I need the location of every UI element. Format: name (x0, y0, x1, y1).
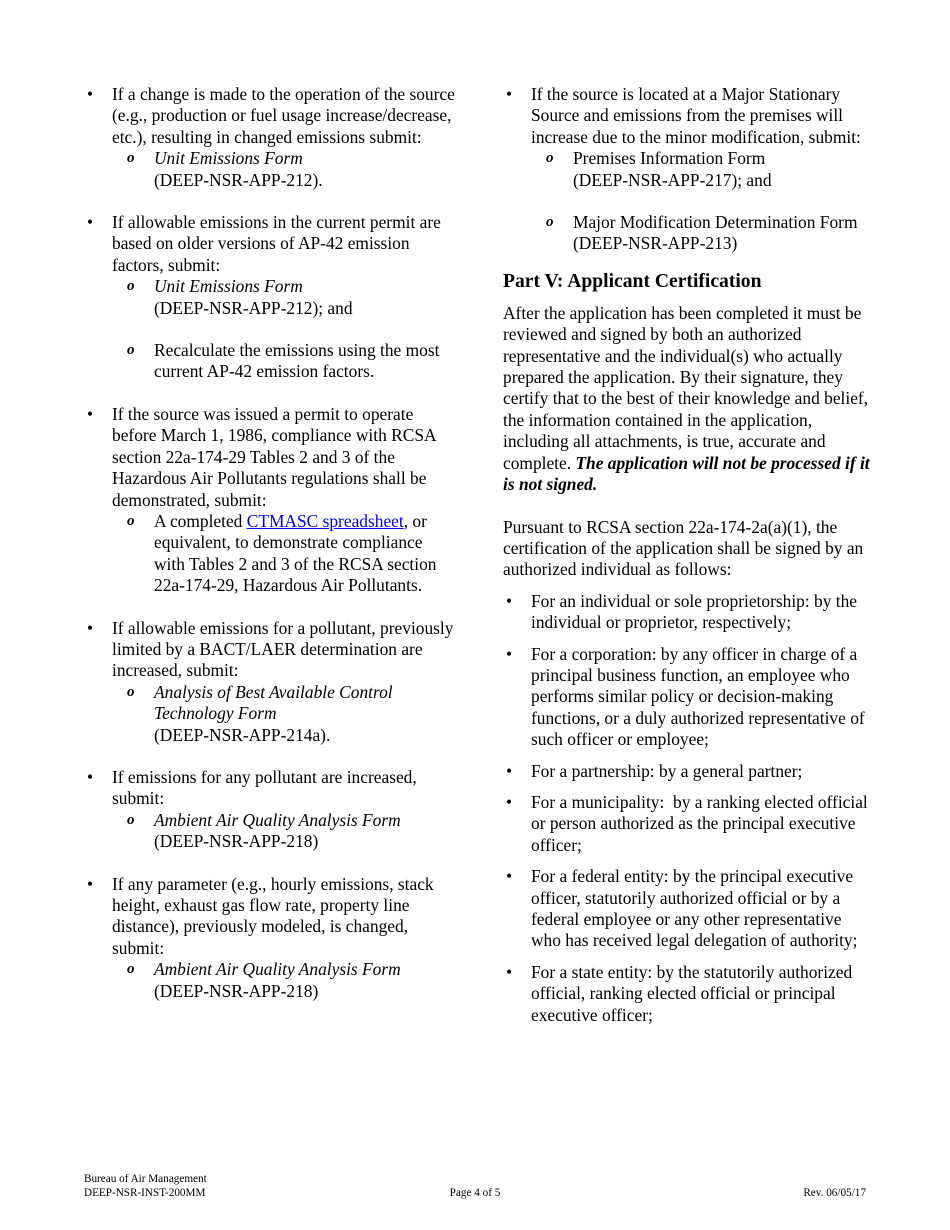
footer-bureau: Bureau of Air Management (84, 1173, 207, 1185)
list-item (84, 404, 456, 597)
bullet-text: For a state entity: by the statutorily authorized official, ranking elected official or principal executive officer; (531, 961, 853, 1025)
list-item (503, 866, 871, 952)
right-column (503, 84, 871, 1026)
circle-bullet-icon: o (546, 214, 554, 231)
list-item (503, 84, 871, 255)
form-title: Ambient Air Quality Analysis Form (154, 809, 401, 830)
footer-revision: Rev. 06/05/17 (803, 1187, 866, 1199)
pursuant-paragraph: Pursuant to RCSA section 22a-174-2a(a)(1), the certification of the application shall be signed by an authorized individual as follows: (503, 516, 864, 580)
bullet-icon: • (505, 760, 513, 781)
sub-item-text: Recalculate the emissions using the most current AP-42 emission factors. (154, 340, 440, 382)
form-title: Unit Emissions Form (154, 148, 303, 169)
bullet-text: If allowable emissions in the current permit are based on older versions of AP-42 emission factors, submit: (112, 212, 441, 275)
sub-list-item (531, 148, 871, 191)
signature-warning: The application will not be processed if it is not signed. (503, 452, 870, 495)
circle-bullet-icon: o (127, 961, 135, 978)
bullet-icon: • (86, 766, 94, 787)
list-item (84, 874, 456, 1002)
list-item (503, 644, 871, 751)
form-code: (DEEP-NSR-APP-218) (154, 831, 319, 852)
bullet-icon: • (505, 590, 513, 611)
section-heading: Part V: Applicant Certification (503, 270, 762, 292)
bullet-icon: • (505, 791, 513, 812)
sub-item-prefix: A completed (154, 510, 247, 531)
circle-bullet-icon: o (546, 150, 554, 167)
bullet-text: For an individual or sole proprietorship: by the individual or proprietor, respectively; (531, 590, 858, 633)
bullet-text: For a municipality: by a ranking elected official or person authorized as the principal executive officer; (531, 791, 873, 855)
form-code: (DEEP-NSR-APP-217); and (573, 169, 772, 190)
paragraph-text: After the application has been completed it must be reviewed and signed by both an authorized representative and the individual(s) who actually prepared the application. By their signature, they certify that to the best of their knowledge and belief, the information contained in the application, including all attachments, is true, accurate and complete. (503, 302, 869, 473)
form-code: (DEEP-NSR-APP-212); and (154, 297, 353, 318)
list-item (503, 591, 871, 634)
form-code: (DEEP-NSR-APP-212). (154, 169, 323, 190)
bullet-icon: • (86, 84, 94, 104)
list-item (84, 618, 456, 746)
bullet-text: For a corporation: by any officer in charge of a principal business function, an employee who performs similar policy or decision-making functions, or a duly authorized representative of such officer or employee; (531, 643, 865, 750)
sub-list-item (112, 682, 456, 746)
sub-list-item (112, 810, 456, 853)
circle-bullet-icon: o (127, 278, 135, 295)
form-title: Unit Emissions Form (154, 276, 303, 297)
left-column (84, 84, 456, 1002)
sub-item-suffix: , or equivalent, to demonstrate compliance with Tables 2 and 3 of the RCSA section 22a-174-29, Hazardous Air Pollutants. (154, 510, 437, 596)
bullet-icon: • (86, 212, 94, 233)
bullet-icon: • (505, 961, 513, 982)
list-item (503, 761, 871, 782)
sub-list-item (531, 212, 871, 255)
list-item (503, 962, 871, 1026)
form-code: (DEEP-NSR-APP-213) (573, 233, 738, 254)
bullet-text: If emissions for any pollutant are increased, submit: (112, 766, 417, 809)
bullet-icon: • (505, 84, 513, 104)
footer-page-number: Page 4 of 5 (449, 1187, 501, 1199)
circle-bullet-icon: o (127, 811, 135, 828)
bullet-icon: • (86, 403, 94, 424)
list-item (84, 84, 456, 191)
bullet-icon: • (86, 617, 94, 638)
sub-list-item (112, 276, 456, 319)
bullet-text: If a change is made to the operation of the source (e.g., production or fuel usage increase/decrease, etc.), resulting in changed emissions submit: (112, 84, 455, 147)
circle-bullet-icon: o (127, 512, 135, 529)
bullet-icon: • (86, 873, 94, 894)
form-code: (DEEP-NSR-APP-218) (154, 980, 319, 1001)
bullet-icon: • (505, 643, 513, 664)
form-title: Ambient Air Quality Analysis Form (154, 959, 401, 980)
bullet-text: For a partnership: by a general partner; (531, 760, 803, 781)
form-title: Major Modification Determination Form (573, 212, 858, 233)
form-title: Analysis of Best Available Control Technology Form (154, 681, 393, 724)
certification-paragraph (503, 303, 871, 496)
list-item (84, 212, 456, 383)
bullet-text: If the source is located at a Major Stationary Source and emissions from the premises will increase due to the minor modification, submit: (531, 84, 861, 147)
list-item (84, 767, 456, 853)
bullet-text: If any parameter (e.g., hourly emissions, stack height, exhaust gas flow rate, property line distance), previously modeled, is changed, submit: (112, 873, 434, 958)
form-title: Premises Information Form (573, 148, 766, 169)
bullet-text: If allowable emissions for a pollutant, previously limited by a BACT/LAER determination are increased, submit: (112, 617, 454, 681)
sub-list-item (112, 340, 456, 383)
ctmasc-spreadsheet-link[interactable]: CTMASC spreadsheet (246, 510, 404, 531)
circle-bullet-icon: o (127, 342, 135, 359)
circle-bullet-icon: o (127, 683, 135, 700)
bullet-icon: • (505, 866, 513, 887)
sub-list-item (112, 959, 456, 1002)
list-item (503, 792, 871, 856)
sub-list-item (112, 148, 456, 191)
footer-doc-id: DEEP-NSR-INST-200MM (84, 1187, 206, 1199)
sub-item-text (154, 511, 456, 597)
bullet-text: If the source was issued a permit to operate before March 1, 1986, compliance with RCSA section 22a-174-29 Tables 2 and 3 of the Hazardous Air Pollutants regulations shall be demonstrated, submit: (112, 403, 436, 510)
circle-bullet-icon: o (127, 150, 135, 167)
sub-list-item (112, 511, 456, 597)
form-code: (DEEP-NSR-APP-214a). (154, 724, 331, 745)
bullet-text: For a federal entity: by the principal executive officer, statutorily authorized official or by a federal employee or any other representative who has received legal delegation of authority; (531, 866, 858, 951)
